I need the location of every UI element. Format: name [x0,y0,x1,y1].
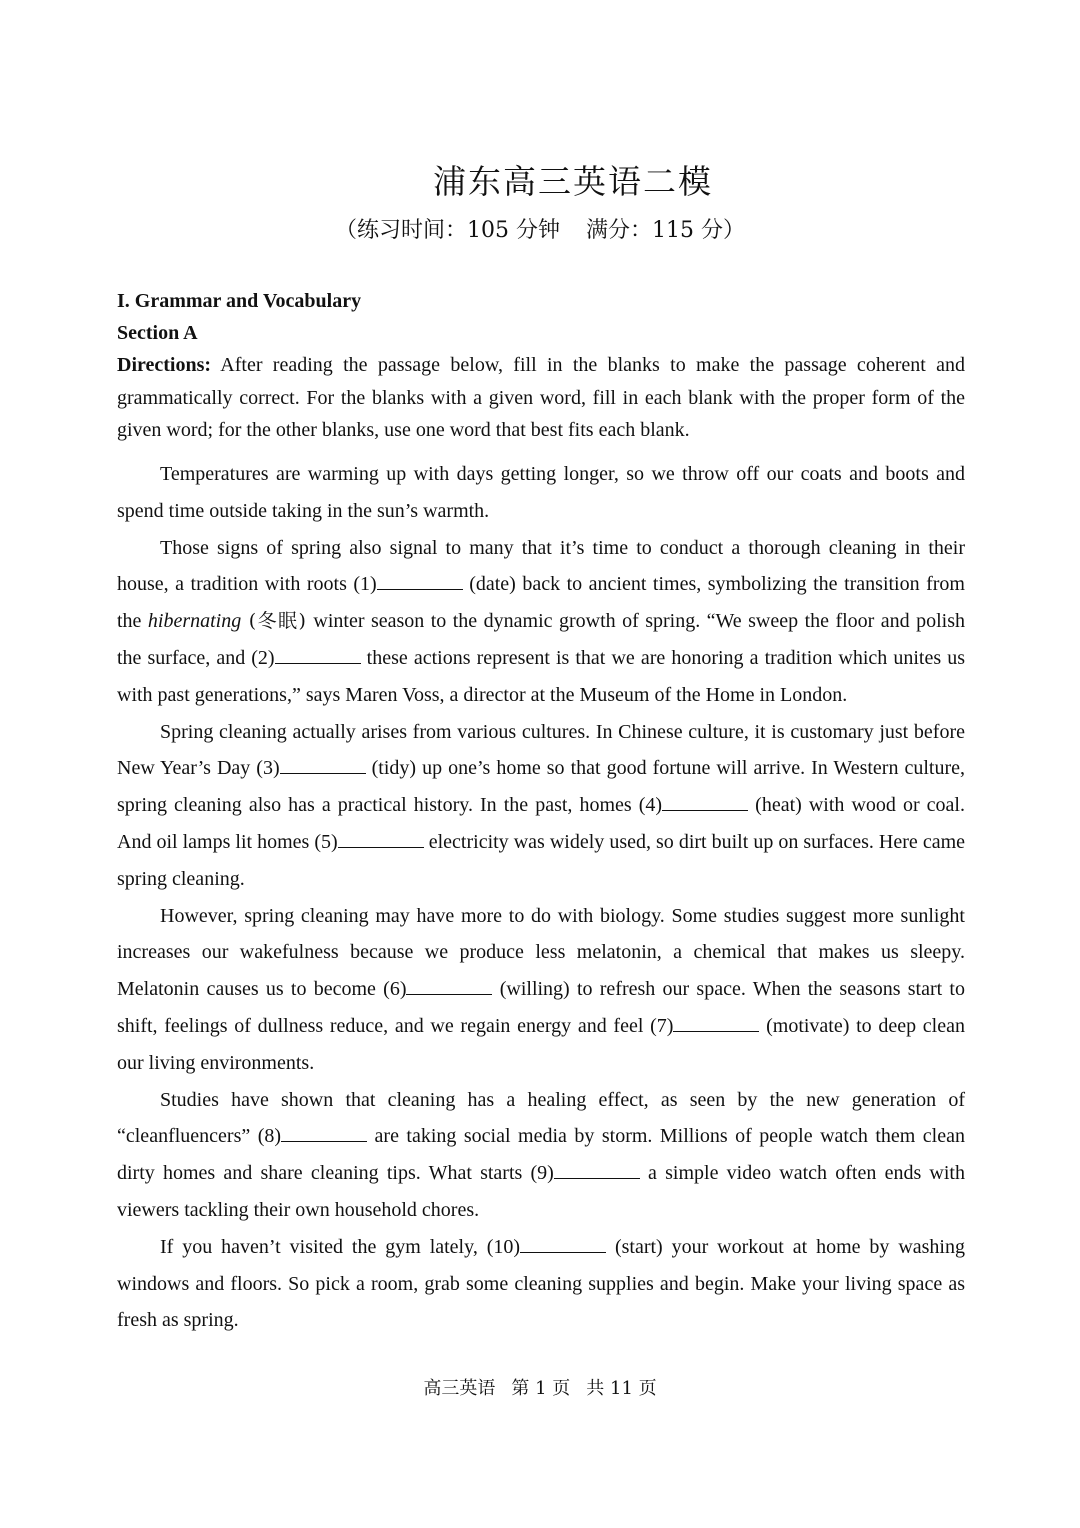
blank-6[interactable] [406,974,492,995]
paragraph-3-text-b: (tidy) up one’s home so that good fortune will arrive. In Western culture, spring cleaning also has a practical history. In the past, homes (4) [117,757,965,817]
page-title: 浦东高三英语二模 [433,162,713,201]
passage [117,456,965,1339]
full-score: 满分：115 分） [586,218,745,243]
paragraph-2-text-d: these actions represent is that we are honoring a tradition which unites us with past generations,” says Maren Voss, a director at the Museum of the Home in London. [117,646,966,706]
paragraph-4-text-c: (motivate) to deep clean our living environments. [117,1014,965,1074]
paragraph-5-text-c: a simple video watch often ends with viewers tackling their own household chores. [117,1162,965,1221]
page-footer [0,1374,1080,1400]
section-subheading: Section A [117,322,198,344]
paragraph-3 [117,714,965,898]
blank-3[interactable] [280,753,366,774]
paragraph-1 [117,456,965,530]
paragraph-5-text-b: are taking social media by storm. Millions of people watch them clean dirty homes and share cleaning tips. What starts (9) [117,1125,965,1185]
paragraph-6-text-a: If you haven’t visited the gym lately, (10) [160,1235,521,1258]
section-heading: I. Grammar and Vocabulary [117,290,362,312]
directions-text: After reading the passage below, fill in the blanks to make the passage coherent and grammatically correct. For the blanks with a given word, fill in each blank with the proper form of the given word; for the other blanks, use one word that best fits each blank. [117,354,965,441]
blank-9[interactable] [554,1158,640,1179]
time-limit: （练习时间：105 分钟 [335,218,560,243]
paragraph-5 [117,1082,965,1229]
paragraph-2 [117,530,965,714]
paragraph-5-text-a: Studies have shown that cleaning has a healing effect, as seen by the new generation of “cleanfluencers” (8) [117,1088,965,1148]
chinese-gloss: (冬眠) [241,610,314,633]
blank-1[interactable] [377,569,463,590]
paragraph-4-text-b: (willing) to refresh our space. When the seasons start to shift, feelings of dullness reduce, and we regain energy and feel (7) [117,978,965,1037]
directions-label: Directions: [117,354,212,376]
blank-10[interactable] [520,1232,606,1253]
footer-subject: 高三英语 [423,1378,496,1399]
blank-7[interactable] [673,1011,759,1032]
paragraph-3-text-a: Spring cleaning actually arises from various cultures. In Chinese culture, it is customary just before New Year’s Day (3) [117,720,965,780]
blank-8[interactable] [281,1121,367,1142]
paragraph-4 [117,898,965,1082]
paragraph-3-text-d: electricity was widely used, so dirt built up on surfaces. Here came spring cleaning. [117,830,966,890]
paragraph-4-text-a: However, spring cleaning may have more to do with biology. Some studies suggest more sunlight increases our wakefulness because we produce less melatonin, a chemical that makes us sleepy. Melatonin causes us to become (6) [117,904,965,1001]
paragraph-2-text-c: winter season to the dynamic growth of spring. “We sweep the floor and polish the surface, and (2) [117,610,966,669]
paragraph-6 [117,1229,965,1339]
exam-subtitle [0,213,1080,244]
footer-page-number: 第 1 页 [511,1378,571,1399]
paragraph-3-text-c: (heat) with wood or coal. And oil lamps lit homes (5) [117,794,965,853]
paragraph-6-text-b: (start) your workout at home by washing windows and floors. So pick a room, grab some cleaning supplies and begin. Make your living space as fresh as spring. [117,1235,965,1332]
blank-2[interactable] [275,643,361,664]
paragraph-2-text-b: (date) back to ancient times, symbolizing the transition from the [117,573,965,633]
paragraph-2-text-a: Those signs of spring also signal to many that it’s time to conduct a thorough cleaning in their house, a tradition with roots (1) [117,536,965,596]
footer-total-pages: 共 11 页 [586,1378,657,1399]
blank-5[interactable] [338,827,424,848]
italic-term: hibernating [147,610,242,633]
directions [117,349,965,447]
blank-4[interactable] [662,790,748,811]
paragraph-1-text: Temperatures are warming up with days getting longer, so we throw off our coats and boots and spend time outside taking in the sun’s warmth. [117,463,965,522]
